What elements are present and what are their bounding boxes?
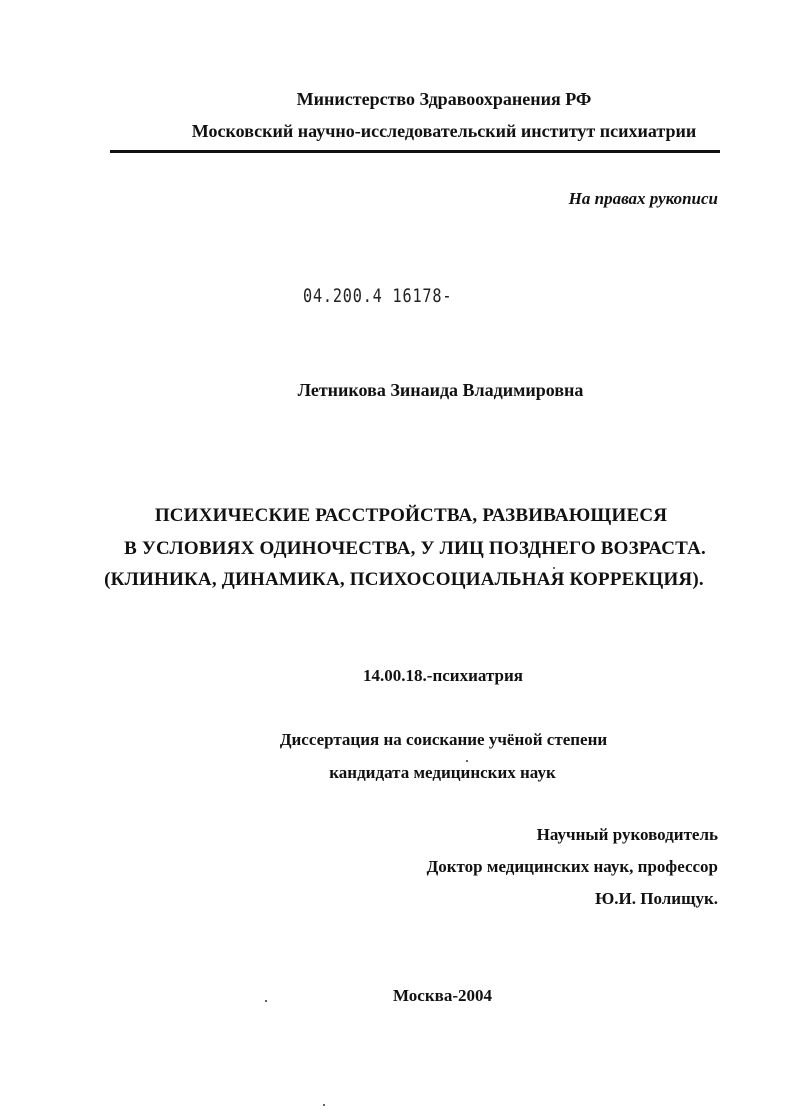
dissertation-degree-line: Диссертация на соискание учёной степени xyxy=(279,730,608,749)
header-divider xyxy=(110,150,720,153)
institute-name: Московский научно-исследовательский институт психиатрии xyxy=(191,121,697,141)
title-line: (КЛИНИКА, ДИНАМИКА, ПСИХОСОЦИАЛЬНАЯ КОРРЕКЦИЯ). xyxy=(104,569,704,590)
ministry-name: Министерство Здравоохранения РФ xyxy=(296,89,592,109)
city-year: Москва-2004 xyxy=(392,986,492,1005)
scan-speck xyxy=(323,1104,325,1106)
author-name: Летникова Зинаида Владимировна xyxy=(297,380,584,400)
title-line: ПСИХИЧЕСКИЕ РАССТРОЙСТВА, РАЗВИВАЮЩИЕСЯ xyxy=(154,505,668,526)
scan-speck xyxy=(265,1000,267,1002)
specialty-code: 14.00.18.-психиатрия xyxy=(363,666,523,685)
scan-speck xyxy=(553,567,555,569)
dissertation-degree-line: кандидата медицинских наук xyxy=(329,763,556,782)
supervisor-name: Ю.И. Полищук. xyxy=(595,889,718,908)
title-line: В УСЛОВИЯХ ОДИНОЧЕСТВА, У ЛИЦ ПОЗДНЕГО ВОЗРАСТА. xyxy=(124,538,706,559)
supervisor-label: Научный руководитель xyxy=(536,825,718,844)
supervisor-degree: Доктор медицинских наук, профессор xyxy=(426,857,718,876)
scan-speck xyxy=(466,760,468,762)
rights-notice: На правах рукописи xyxy=(568,189,718,208)
registration-stamp: 04.200.4 16178- xyxy=(303,285,453,307)
